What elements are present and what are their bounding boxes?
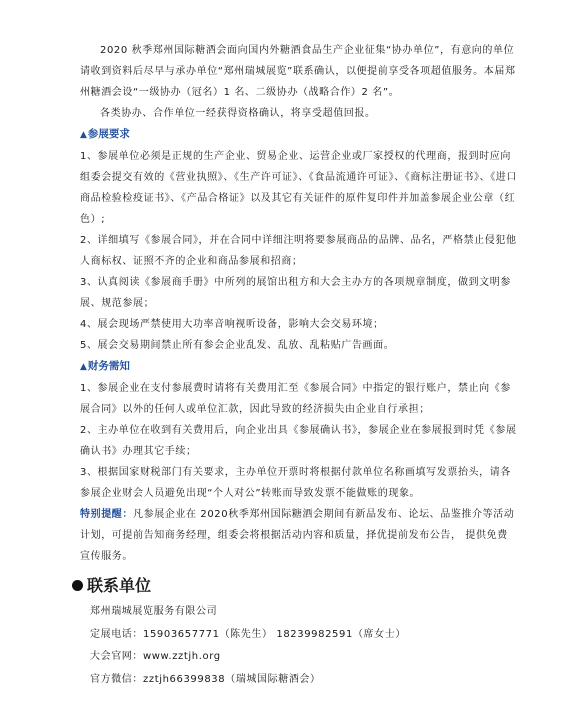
triangle-icon: ▲ bbox=[80, 130, 87, 140]
intro-paragraph-2: 各类协办、合作单位一经获得资格确认，将享受超值回报。 bbox=[100, 108, 376, 119]
contact-company: 郑州瑞城展览服务有限公司 bbox=[90, 606, 218, 617]
triangle-icon: ▲ bbox=[80, 362, 87, 372]
contact-phone: 定展电话：15903657771（陈先生） 18239982591（席女士） bbox=[90, 628, 406, 640]
finance-heading bbox=[80, 356, 517, 378]
contact-website: 大会官网：www.zztjh.org bbox=[90, 651, 221, 662]
finance-item-2: 2、主办单位在收到有关费用后，向企业出具《参展确认书》，参展企业在参展报到时凭《参展确认书》办理其它手续； bbox=[80, 425, 517, 457]
special-reminder-text: 凡参展企业在 2020秋季郑州国际糖酒会期间有新品发布、论坛、品鉴推介等活动计划，可提前告知商务经理，组委会将根据活动内容和质量，择优提前发布公告， 提供免费宣传服务。 bbox=[80, 509, 515, 562]
finance-item-1: 1、参展企业在支付参展费时请将有关费用汇至《参展合同》中指定的银行账户，禁止向《参展合同》以外的任何人或单位汇款，因此导致的经济损失由企业自行承担； bbox=[80, 383, 511, 415]
finance-item-3: 3、根据国家财税部门有关要求，主办单位开票时将根据付款单位名称画填写发票抬头，请各参展企业财会人员避免出现“个人对公”转账而导致发票不能做账的现象。 bbox=[80, 467, 511, 499]
requirements-heading bbox=[80, 124, 517, 146]
requirement-item-1: 1、参展单位必须是正规的生产企业、贸易企业、运营企业或厂家授权的代理商，报到时应向组委会提交有效的《营业执照》、《生产许可证》、《食品流通许可证》、《商标注册证书》、《进口商品检验检疫证书》、《产品合格证》以及其它有关证件的原件复印件并加盖参展企业公章（红色）; bbox=[80, 151, 517, 225]
special-reminder bbox=[80, 504, 517, 567]
requirements-title: 参展要求 bbox=[87, 128, 130, 140]
contact-block bbox=[80, 601, 517, 691]
contact-wechat: 官方微信：zztjh66399838（瑞城国际糖酒会） bbox=[90, 673, 321, 685]
finance-title: 财务需知 bbox=[87, 360, 130, 372]
bullet-icon bbox=[72, 580, 83, 591]
requirement-item-5: 5、展会交易期间禁止所有参会企业乱发、乱放、乱粘贴广告画面。 bbox=[80, 340, 395, 351]
contact-heading bbox=[72, 573, 517, 599]
requirement-item-4: 4、展会现场严禁使用大功率音响视听设备，影响大会交易环境； bbox=[80, 319, 384, 330]
intro-paragraph-1: 2020 秋季郑州国际糖酒会面向国内外糖酒食品生产企业征集“协办单位”，有意向的单位请收到资料后尽早与承办单位“郑州瑞城展览”联系确认，以便提前享受各项超值服务。本届郑州糖酒会设“一级协办（冠名）1 名、二级协办（战略合作）2 名”。 bbox=[80, 45, 516, 98]
special-reminder-label: 特别提醒： bbox=[80, 509, 133, 520]
requirement-item-2: 2、详细填写《参展合同》，并在合同中详细注明将要参展商品的品牌、品名，严格禁止侵犯他人商标权、证照不齐的企业和商品参展和招商； bbox=[80, 235, 517, 267]
requirement-item-3: 3、认真阅读《参展商手册》中所列的展馆出租方和大会主办方的各项规章制度，做到文明参展、规范参展； bbox=[80, 277, 511, 309]
contact-title: 联系单位 bbox=[87, 576, 152, 595]
